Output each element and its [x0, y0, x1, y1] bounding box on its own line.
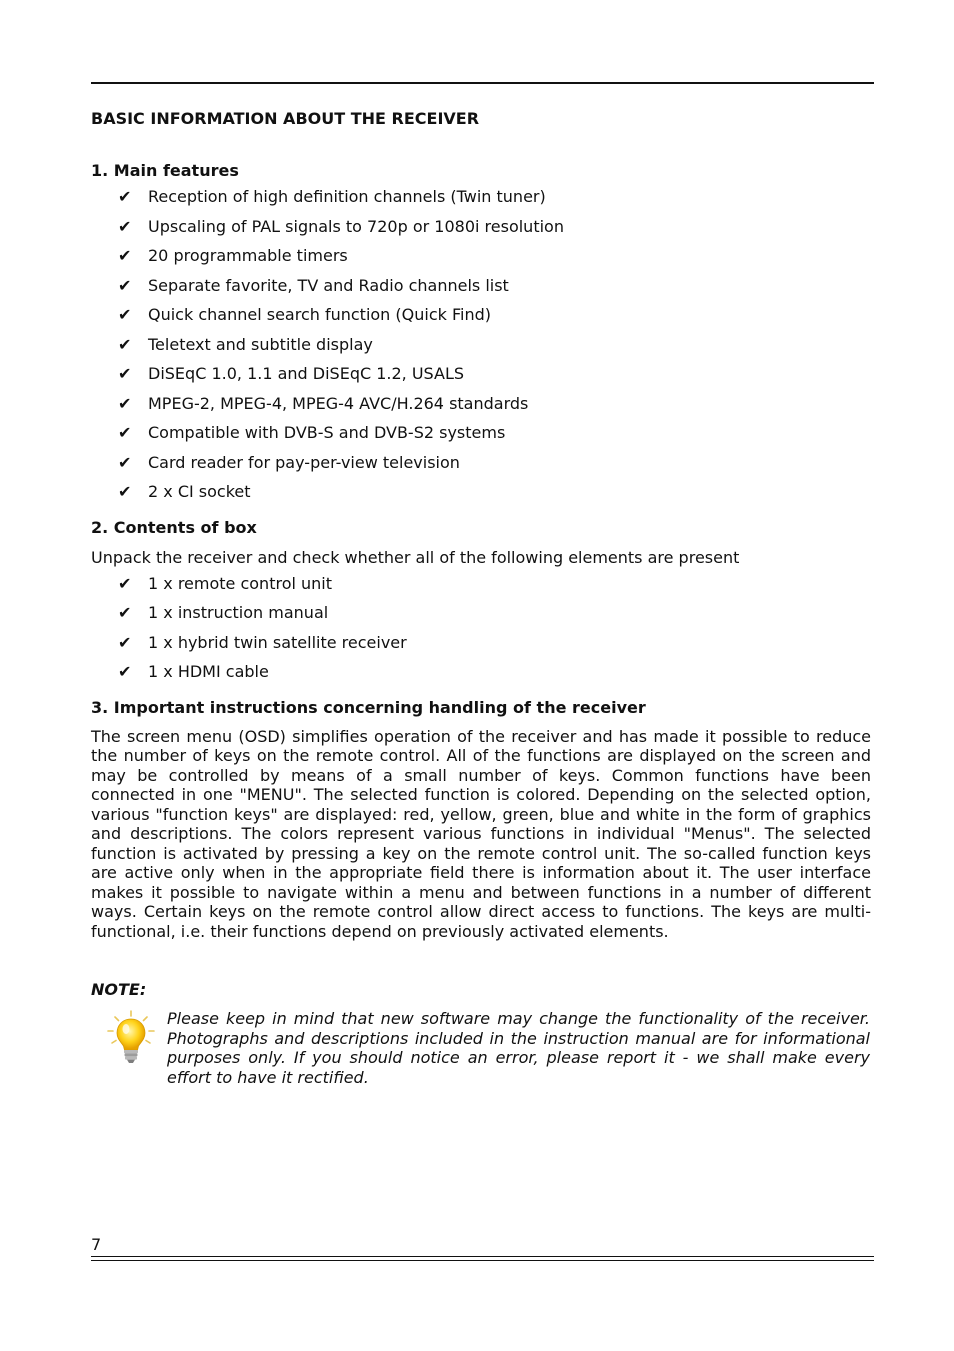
check-icon: ✔: [118, 216, 132, 236]
list-item: ✔ Upscaling of PAL signals to 720p or 1080i resolution: [91, 212, 871, 242]
section-main-features: [91, 160, 871, 507]
section-heading-main-features: 1. Main features: [91, 161, 239, 180]
check-icon: ✔: [118, 334, 132, 354]
list-item: ✔ Quick channel search function (Quick Find): [91, 300, 871, 330]
list-item: ✔ 1 x hybrid twin satellite receiver: [91, 628, 871, 658]
check-icon: ✔: [118, 364, 132, 383]
list-item: ✔ 20 programmable timers: [91, 241, 871, 271]
page-number: 7: [91, 1235, 102, 1254]
section-handling-instructions: [91, 697, 871, 942]
check-icon: ✔: [118, 573, 132, 593]
list-item: ✔ DiSEqC 1.0, 1.1 and DiSEqC 1.2, USALS: [91, 359, 871, 389]
note-heading: NOTE:: [91, 980, 147, 999]
main-features-list: [91, 182, 871, 507]
handling-paragraph: The screen menu (OSD) simplifies operation of the receiver and has made it possible to reduce the number of keys on the remote control. All of the functions are displayed on the screen and may be controlled by means of a small number of keys. Common functions have been connected in one "MENU". The selected function is colored. Depending on the selected option, various "function keys" are displayed: red, yellow, green, blue and white in the form of graphics and descriptions. The colors represent various functions in individual "Menus". The selected function is activated by pressing a key on the remote control unit. The so-called function keys are active only when in the appropriate field there is information about it. The user interface makes it possible to navigate within a menu and between functions in a number of different ways. Certain keys on the remote control allow direct access to functions. The keys are multi-functional, i.e. their functions depend on previously activated elements.: [91, 726, 871, 941]
page-title: BASIC INFORMATION ABOUT THE RECEIVER: [91, 109, 480, 128]
contents-intro: Unpack the receiver and check whether all of the following elements are present: [91, 547, 740, 567]
list-item: ✔ MPEG-2, MPEG-4, MPEG-4 AVC/H.264 standards: [91, 389, 871, 419]
lightbulb-icon: [105, 1009, 157, 1067]
note-text: Please keep in mind that new software may change the functionality of the receiver. Photographs and descriptions included in the instruction manual are for informational purposes only. If you should notice an error, please report it - we shall make every effort to have it rectified.: [167, 1009, 870, 1087]
list-item: ✔ 1 x HDMI cable: [91, 657, 871, 687]
list-item: ✔ Teletext and subtitle display: [91, 330, 871, 360]
check-icon: ✔: [118, 452, 132, 472]
check-icon: ✔: [118, 393, 132, 413]
list-item: ✔ Card reader for pay-per-view television: [91, 448, 871, 478]
section-heading-contents-of-box: 2. Contents of box: [91, 517, 257, 537]
page-content: [91, 108, 871, 1087]
list-item: ✔ Compatible with DVB-S and DVB-S2 systems: [91, 418, 871, 448]
header-rule: [91, 82, 874, 84]
check-icon: ✔: [118, 423, 132, 442]
box-contents-list: [91, 569, 871, 687]
list-item: ✔ 1 x remote control unit: [91, 569, 871, 599]
check-icon: ✔: [118, 246, 132, 265]
section-heading-handling-instructions: 3. Important instructions concerning handling of the receiver: [91, 697, 646, 717]
list-item: ✔ Separate favorite, TV and Radio channels list: [91, 271, 871, 301]
check-icon: ✔: [118, 275, 132, 295]
list-item: ✔ 1 x instruction manual: [91, 598, 871, 628]
check-icon: ✔: [118, 482, 132, 501]
check-icon: ✔: [118, 632, 132, 652]
check-icon: ✔: [118, 603, 132, 622]
list-item: ✔ 2 x CI socket: [91, 477, 871, 507]
footer-rule: [91, 1256, 874, 1261]
section-contents-of-box: [91, 517, 871, 687]
check-icon: ✔: [118, 187, 132, 206]
check-icon: ✔: [118, 662, 132, 681]
list-item: ✔ Reception of high definition channels (Twin tuner): [91, 182, 871, 212]
note-body: [91, 1009, 871, 1087]
note-box: [91, 979, 871, 1087]
check-icon: ✔: [118, 305, 132, 324]
